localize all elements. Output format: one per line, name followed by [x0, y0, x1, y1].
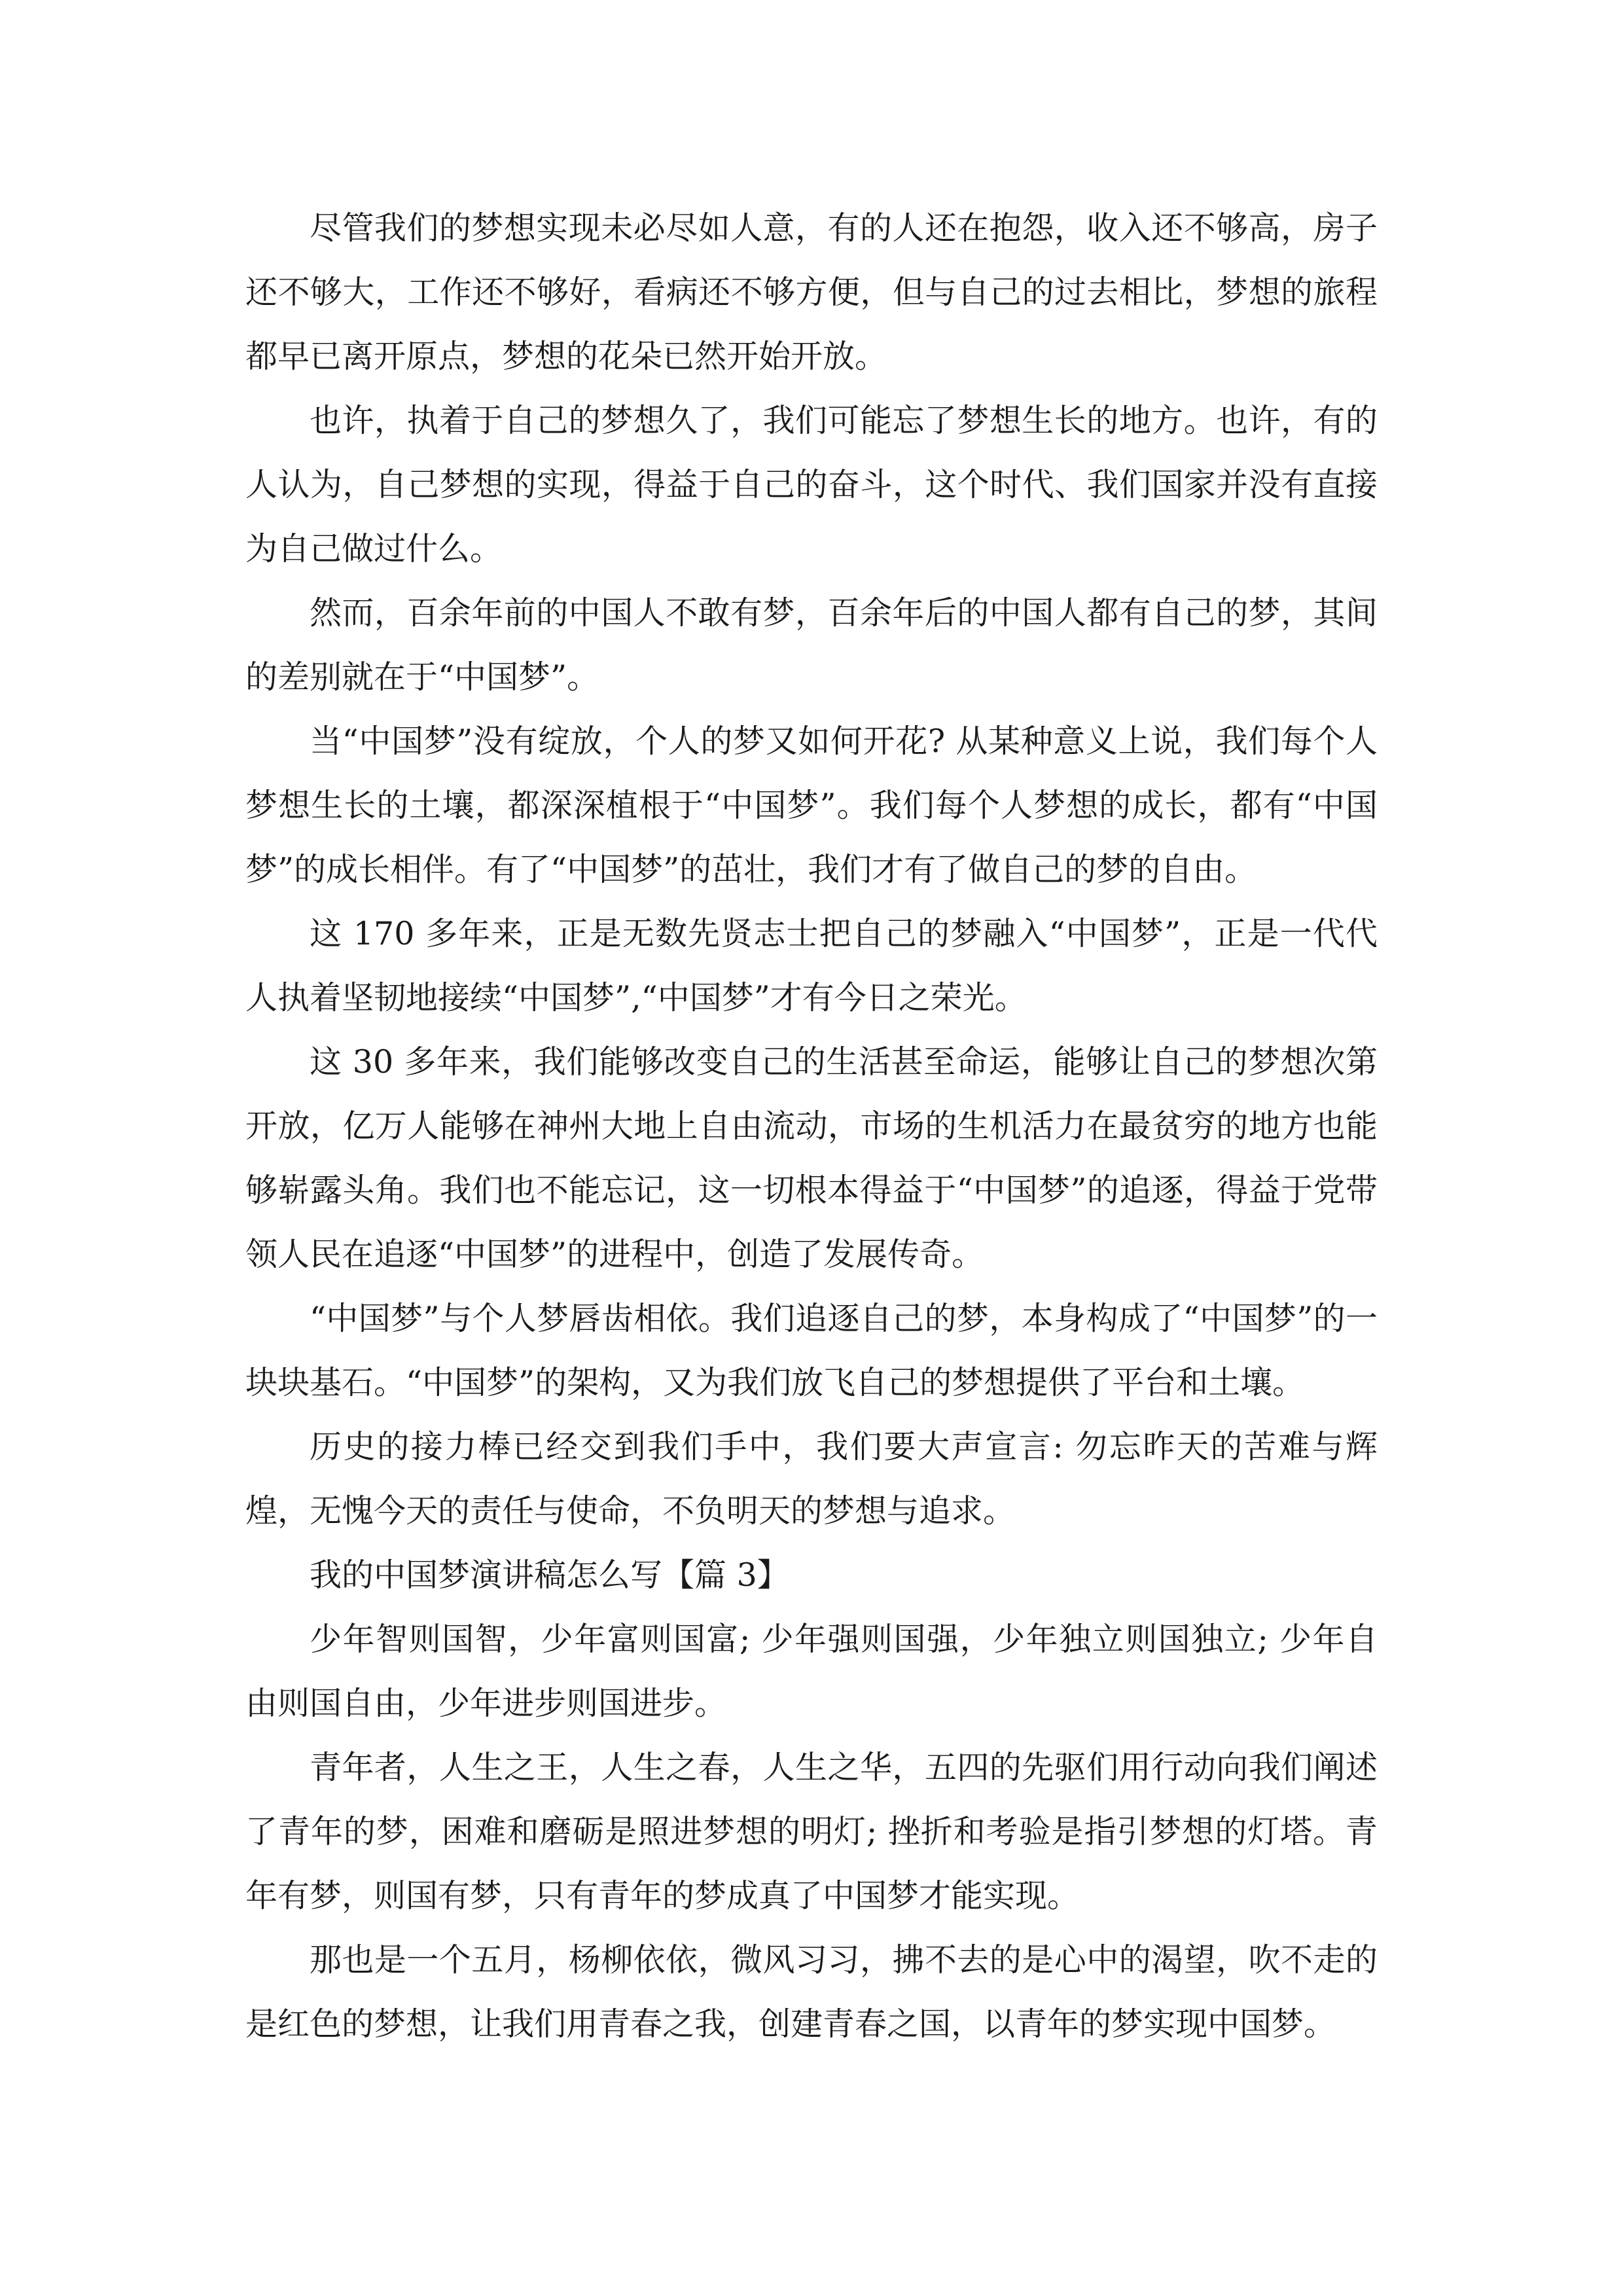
paragraph: 然而，百余年前的中国人不敢有梦，百余年后的中国人都有自己的梦，其间的差别就在于“中国梦”。	[245, 594, 1378, 696]
paragraph: 那也是一个五月，杨柳依依，微风习习，拂不去的是心中的渴望，吹不走的是红色的梦想，让我们用青春之我，创建青春之国，以青年的梦实现中国梦。	[245, 1941, 1378, 2043]
paragraph: 历史的接力棒已经交到我们手中，我们要大声宣言: 勿忘昨天的苦难与辉煌，无愧今天的责任与使命，不负明天的梦想与追求。	[245, 1428, 1378, 1530]
paragraph: 尽管我们的梦想实现未必尽如人意，有的人还在抱怨，收入还不够高，房子还不够大，工作还不够好，看病还不够方便，但与自己的过去相比，梦想的旅程都早已离开原点，梦想的花朵已然开始开放。	[245, 209, 1378, 375]
paragraph: 青年者，人生之王，人生之春，人生之华，五四的先驱们用行动向我们阐述了青年的梦，困难和磨砺是照进梦想的明灯; 挫折和考验是指引梦想的灯塔。青年有梦，则国有梦，只有青年的梦成真了中国梦才能实现。	[245, 1749, 1378, 1914]
document-body	[245, 196, 1378, 2056]
paragraph: 这 30 多年来，我们能够改变自己的生活甚至命运，能够让自己的梦想次第开放，亿万人能够在神州大地上自由流动，市场的生机活力在最贫穷的地方也能够崭露头角。我们也不能忘记，这一切根本得益于“中国梦”的追逐，得益于党带领人民在追逐“中国梦”的进程中，创造了发展传奇。	[245, 1043, 1378, 1273]
paragraph: 也许，执着于自己的梦想久了，我们可能忘了梦想生长的地方。也许，有的人认为，自己梦想的实现，得益于自己的奋斗，这个时代、我们国家并没有直接为自己做过什么。	[245, 402, 1378, 567]
paragraph: “中国梦”与个人梦唇齿相依。我们追逐自己的梦，本身构成了“中国梦”的一块块基石。“中国梦”的架构，又为我们放飞自己的梦想提供了平台和土壤。	[245, 1300, 1378, 1401]
paragraph: 这 170 多年来，正是无数先贤志士把自己的梦融入“中国梦”，正是一代代人执着坚韧地接续“中国梦”,“中国梦”才有今日之荣光。	[245, 915, 1378, 1016]
paragraph: 少年智则国智，少年富则国富; 少年强则国强，少年独立则国独立; 少年自由则国自由，少年进步则国进步。	[245, 1621, 1378, 1722]
section-heading: 我的中国梦演讲稿怎么写【篇 3】	[310, 1556, 789, 1594]
paragraph: 当“中国梦”没有绽放，个人的梦又如何开花? 从某种意义上说，我们每个人梦想生长的土壤，都深深植根于“中国梦”。我们每个人梦想的成长，都有“中国梦”的成长相伴。有了“中国梦”的茁壮，我们才有了做自己的梦的自由。	[245, 723, 1378, 888]
